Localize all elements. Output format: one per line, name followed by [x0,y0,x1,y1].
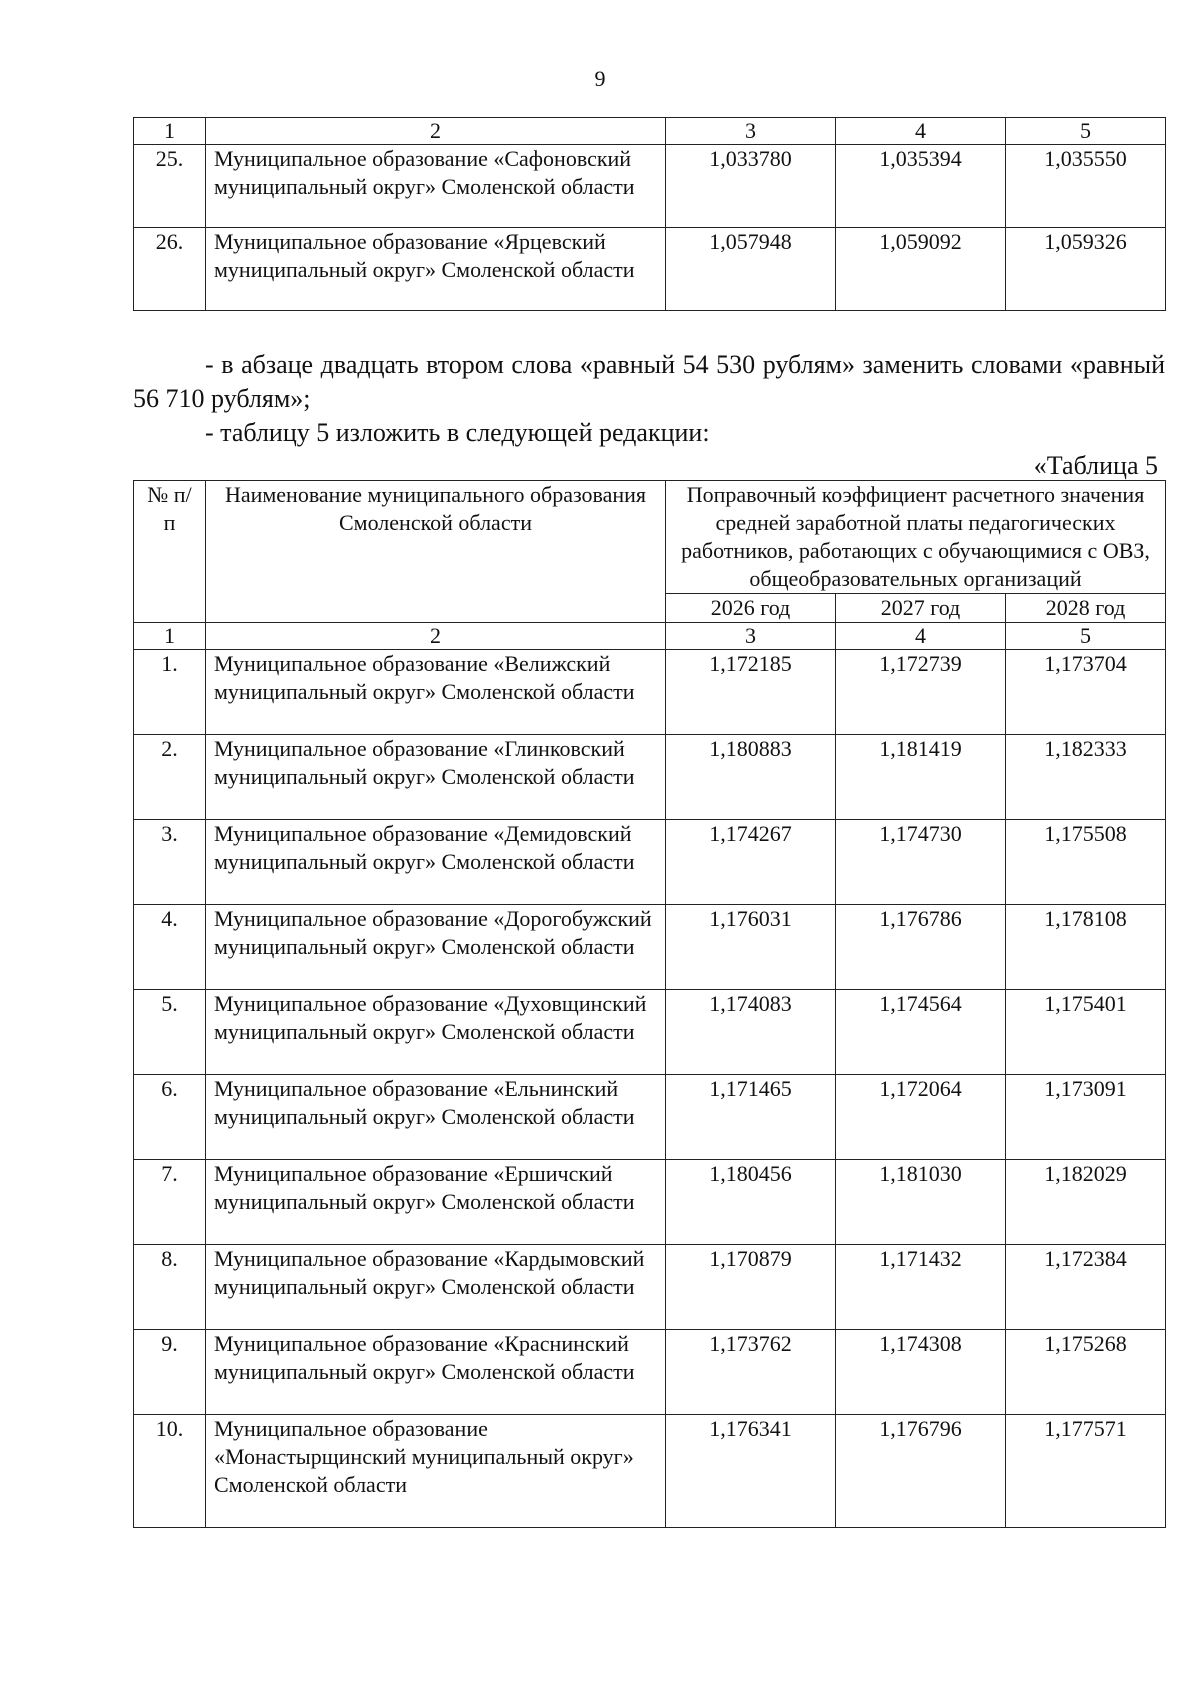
value-2026: 1,172185 [666,650,836,735]
header-year-2028: 2028 год [1006,594,1166,623]
table-row [134,735,1166,820]
row-number: 25. [134,145,206,228]
row-name: Муниципальное образование «Ельнинский муниципальный округ» Смоленской области [206,1075,666,1160]
row-number: 1. [134,650,206,735]
row-name: Муниципальное образование «Демидовский муниципальный округ» Смоленской области [206,820,666,905]
row-name: Муниципальное образование «Глинковский муниципальный округ» Смоленской области [206,735,666,820]
index-cell: 4 [836,118,1006,145]
index-cell: 5 [1006,623,1166,650]
header-name: Наименование муниципального образования Смоленской области [206,481,666,623]
table-row [134,990,1166,1075]
index-cell: 2 [206,623,666,650]
value-2027: 1,174730 [836,820,1006,905]
index-cell: 3 [666,623,836,650]
table-row [134,820,1166,905]
row-number: 5. [134,990,206,1075]
paragraph-table-intro: - таблицу 5 изложить в следующей редакции: [205,418,710,447]
value-2028: 1,172384 [1006,1245,1166,1330]
value-2026: 1,033780 [666,145,836,228]
value-2028: 1,035550 [1006,145,1166,228]
value-2027: 1,171432 [836,1245,1006,1330]
table-index-row [134,118,1166,145]
table-continuation [133,117,1166,311]
row-name: Муниципальное образование «Кардымовский муниципальный округ» Смоленской области [206,1245,666,1330]
index-cell: 1 [134,118,206,145]
page-number: 9 [594,66,606,91]
value-2028: 1,173091 [1006,1075,1166,1160]
value-2027: 1,035394 [836,145,1006,228]
value-2026: 1,171465 [666,1075,836,1160]
value-2027: 1,059092 [836,228,1006,311]
value-2026: 1,174267 [666,820,836,905]
table-row [134,1075,1166,1160]
value-2026: 1,170879 [666,1245,836,1330]
table-caption: «Таблица 5 [1033,451,1158,480]
table-index-row [134,623,1166,650]
value-2027: 1,172739 [836,650,1006,735]
row-number: 4. [134,905,206,990]
row-name: Муниципальное образование «Монастырщинский муниципальный округ» Смоленской области [206,1415,666,1528]
index-cell: 5 [1006,118,1166,145]
table-row [134,1245,1166,1330]
row-name: Муниципальное образование «Краснинский муниципальный округ» Смоленской области [206,1330,666,1415]
value-2027: 1,181030 [836,1160,1006,1245]
value-2028: 1,173704 [1006,650,1166,735]
header-coefficient: Поправочный коэффициент расчетного значения средней заработной платы педагогических работников, работающих с обучающимися с ОВЗ, общеобразовательных организаций [666,481,1166,594]
table-row [134,650,1166,735]
value-2028: 1,178108 [1006,905,1166,990]
value-2028: 1,175508 [1006,820,1166,905]
table-row [134,905,1166,990]
table-row [134,1415,1166,1528]
row-number: 7. [134,1160,206,1245]
value-2028: 1,182333 [1006,735,1166,820]
value-2026: 1,176031 [666,905,836,990]
value-2027: 1,176786 [836,905,1006,990]
index-cell: 1 [134,623,206,650]
index-cell: 4 [836,623,1006,650]
table-row [134,145,1166,228]
table-row [134,1330,1166,1415]
value-2028: 1,182029 [1006,1160,1166,1245]
value-2028: 1,175268 [1006,1330,1166,1415]
paragraph-amendment: - в абзаце двадцать втором слова «равный 54 530 рублям» заменить словами «равный 56 710 рублям»; [133,350,1165,413]
index-cell: 3 [666,118,836,145]
value-2026: 1,176341 [666,1415,836,1528]
row-number: 26. [134,228,206,311]
value-2027: 1,172064 [836,1075,1006,1160]
value-2027: 1,176796 [836,1415,1006,1528]
row-number: 3. [134,820,206,905]
row-number: 6. [134,1075,206,1160]
header-year-2027: 2027 год [836,594,1006,623]
table-5-body [134,650,1166,1528]
value-2028: 1,175401 [1006,990,1166,1075]
row-number: 10. [134,1415,206,1528]
row-name: Муниципальное образование «Ершичский муниципальный округ» Смоленской области [206,1160,666,1245]
header-year-2026: 2026 год [666,594,836,623]
value-2028: 1,059326 [1006,228,1166,311]
value-2026: 1,180883 [666,735,836,820]
row-name: Муниципальное образование «Велижский муниципальный округ» Смоленской области [206,650,666,735]
row-number: 9. [134,1330,206,1415]
value-2027: 1,181419 [836,735,1006,820]
row-number: 8. [134,1245,206,1330]
table-header-row [134,481,1166,594]
value-2026: 1,173762 [666,1330,836,1415]
value-2028: 1,177571 [1006,1415,1166,1528]
value-2026: 1,180456 [666,1160,836,1245]
row-number: 2. [134,735,206,820]
table-5 [133,480,1166,1528]
table-row [134,228,1166,311]
table-row [134,1160,1166,1245]
value-2027: 1,174564 [836,990,1006,1075]
row-name: Муниципальное образование «Дорогобужский муниципальный округ» Смоленской области [206,905,666,990]
header-number: № п/п [134,481,206,623]
row-name: Муниципальное образование «Ярцевский муниципальный округ» Смоленской области [206,228,666,311]
row-name: Муниципальное образование «Сафоновский муниципальный округ» Смоленской области [206,145,666,228]
value-2027: 1,174308 [836,1330,1006,1415]
value-2026: 1,174083 [666,990,836,1075]
value-2026: 1,057948 [666,228,836,311]
index-cell: 2 [206,118,666,145]
row-name: Муниципальное образование «Духовщинский муниципальный округ» Смоленской области [206,990,666,1075]
